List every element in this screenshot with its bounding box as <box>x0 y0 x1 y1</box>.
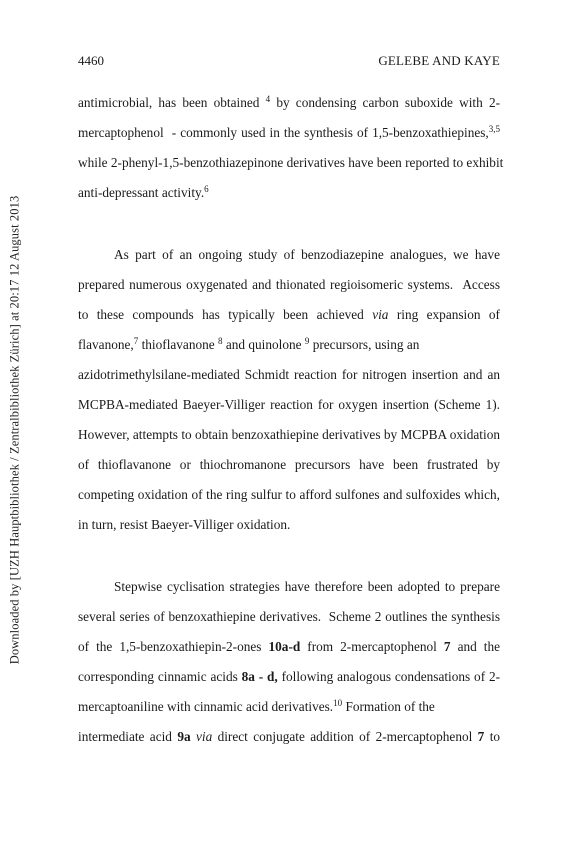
text-line: competing oxidation of the ring sulfur to afford sulfones and sulfoxides which, <box>78 487 500 502</box>
text-line: Stepwise cyclisation strategies have therefore been adopted to prepare <box>114 579 500 594</box>
page-header <box>78 53 500 73</box>
download-watermark-text: Downloaded by [UZH Hauptbibliothek / Zentralbibliothek Zürich] at 20:17 12 August 2013 <box>7 195 22 665</box>
running-title: GELEBE AND KAYE <box>378 53 500 68</box>
text-line: prepared numerous oxygenated and thionated regioisomeric systems. Access <box>78 277 500 292</box>
text-line: several series of benzoxathiepine derivatives. Scheme 2 outlines the synthesis <box>78 609 500 624</box>
text-line: in turn, resist Baeyer-Villiger oxidation. <box>78 517 291 532</box>
text-line: However, attempts to obtain benzoxathiepine derivatives by MCPBA oxidation <box>78 427 500 442</box>
text-line: of thioflavanone or thiochromanone precursors have been frustrated by <box>78 457 500 472</box>
text-line: corresponding cinnamic acids 8a - d, following analogous condensations of 2- <box>78 669 501 684</box>
text-line: of the 1,5-benzoxathiepin-2-ones 10a-d from 2-mercaptophenol 7 and the <box>78 639 501 654</box>
text-line: flavanone,$^7$ thioflavanone $^8$ and quinolone $^9$ precursors, using an <box>78 336 420 352</box>
text-line: anti-depressant activity.$^6$ <box>78 184 209 200</box>
text-line: intermediate acid 9a via direct conjugate addition of 2-mercaptophenol 7 to <box>78 729 501 744</box>
text-line: azidotrimethylsilane-mediated Schmidt reaction for nitrogen insertion and an <box>78 367 500 382</box>
text-line: while 2-phenyl-1,5-benzothiazepinone derivatives have been reported to exhibit <box>78 155 504 170</box>
page-number: 4460 <box>78 53 104 68</box>
text-line: mercaptoaniline with cinnamic acid derivatives.$^{10}$ Formation of the <box>78 698 435 714</box>
text-line: mercaptophenol - commonly used in the synthesis of 1,5-benzoxathiepines,$^{3,5}$ <box>78 124 500 140</box>
article-body <box>78 88 504 752</box>
text-line: to these compounds has typically been achieved via ring expansion of <box>78 307 500 322</box>
download-watermark <box>4 170 26 690</box>
text-line: As part of an ongoing study of benzodiazepine analogues, we have <box>114 247 500 262</box>
text-line: antimicrobial, has been obtained $^4$ by condensing carbon suboxide with 2- <box>78 94 501 110</box>
text-line: MCPBA-mediated Baeyer-Villiger reaction for oxygen insertion (Scheme 1). <box>78 397 500 412</box>
